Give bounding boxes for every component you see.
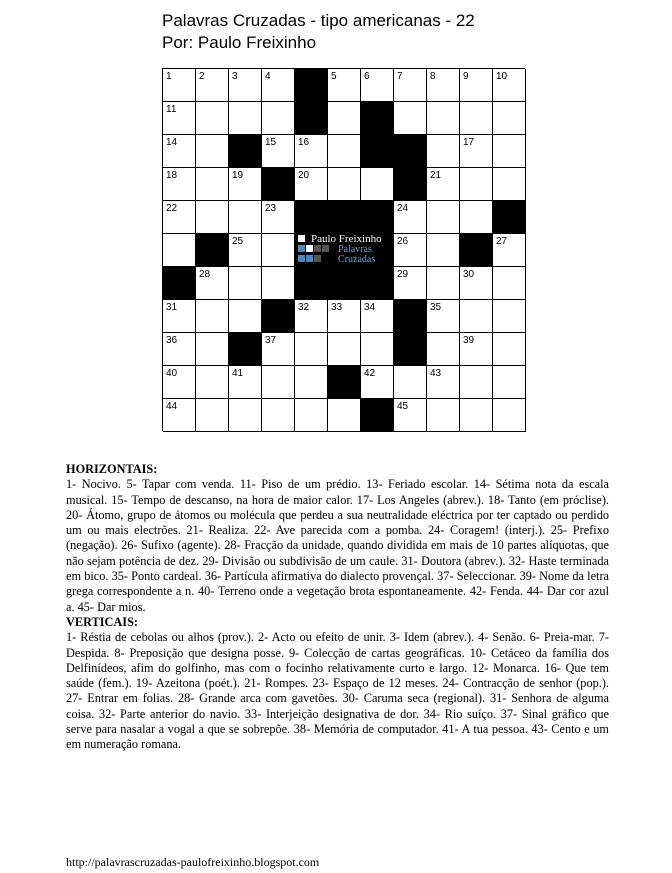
clue-number: 20 xyxy=(298,170,310,181)
grid-cell[interactable] xyxy=(361,333,394,366)
puzzle-title: Palavras Cruzadas - tipo americanas - 22 xyxy=(162,11,475,30)
grid-cell[interactable] xyxy=(196,102,229,135)
clue-number: 26 xyxy=(397,236,409,247)
grid-cell[interactable] xyxy=(394,399,427,432)
grid-cell[interactable] xyxy=(361,168,394,201)
grid-cell[interactable] xyxy=(229,267,262,300)
horizontal-clues-text: 1- Nocivo. 5- Tapar com venda. 11- Piso de um prédio. 13- Feriado escolar. 14- Sétima nota da escala musical. 15- Tempo de descanso, na hora de maior calor. 17- Los Angeles (abrev.). 18- Tanto (em próclise). 20- Átomo, grupo de átomos ou molécula que perdeu a sua neutralidade eléctrica por ter captado ou perdido um ou mais electrões. 21- Realiza. 22- Ave parecida com a pomba. 24- Coragem! (interj.). 25- Prefixo (negação). 26- Sufixo (agente). 28- Fracção da unidade, quando dividida em mais de 10 partes alíquotas, que não sejam potência de dez. 29- Divisão ou subdivisão de um caule. 31- Doutora (abrev.). 32- Haste terminada em bico. 35- Ponto cardeal. 36- Partícula afirmativa do dialecto provençal. 37- Seleccionar. 39- Nome da letra grega correspondente a n. 40- Terreno onde a vegetação brota espontaneamente. 42- Fenda. 44- Dar cor azul a. 45- Dar mios. xyxy=(66,477,609,614)
grid-cell[interactable] xyxy=(262,333,295,366)
grid-cell[interactable] xyxy=(196,399,229,432)
puzzle-header xyxy=(162,10,475,54)
clue-number: 5 xyxy=(331,71,337,82)
grid-cell[interactable] xyxy=(460,267,493,300)
grid-cell[interactable] xyxy=(493,234,526,267)
clue-number: 4 xyxy=(265,71,271,82)
clue-number: 37 xyxy=(265,335,277,346)
grid-cell[interactable] xyxy=(163,168,196,201)
clue-number: 21 xyxy=(430,170,442,181)
grid-cell[interactable] xyxy=(493,135,526,168)
clue-number: 17 xyxy=(463,137,475,148)
grid-cell[interactable] xyxy=(262,366,295,399)
logo-author-name: Paulo Freixinho xyxy=(311,233,382,245)
grid-cell[interactable] xyxy=(460,366,493,399)
grid-cell[interactable] xyxy=(262,399,295,432)
grid-cell[interactable] xyxy=(394,267,427,300)
clue-number: 18 xyxy=(166,170,178,181)
grid-cell[interactable] xyxy=(163,201,196,234)
clue-number: 16 xyxy=(298,137,310,148)
clue-number: 22 xyxy=(166,203,178,214)
grid-cell[interactable] xyxy=(493,69,526,102)
grid-cell[interactable] xyxy=(295,300,328,333)
grid-block xyxy=(328,366,361,399)
grid-cell[interactable] xyxy=(262,102,295,135)
grid-cell[interactable] xyxy=(460,333,493,366)
clue-number: 15 xyxy=(265,137,277,148)
grid-cell[interactable] xyxy=(493,300,526,333)
grid-cell[interactable] xyxy=(295,399,328,432)
clue-number: 43 xyxy=(430,368,442,379)
clue-number: 11 xyxy=(166,104,177,115)
clue-number: 7 xyxy=(397,71,403,82)
logo-line-cruzadas: Cruzadas xyxy=(338,254,376,265)
author-logo xyxy=(294,233,391,266)
grid-cell[interactable] xyxy=(262,267,295,300)
grid-cell[interactable] xyxy=(295,366,328,399)
grid-block xyxy=(328,267,361,300)
grid-block xyxy=(262,300,295,333)
grid-cell[interactable] xyxy=(427,102,460,135)
clue-number: 23 xyxy=(265,203,277,214)
grid-cell[interactable] xyxy=(328,399,361,432)
grid-cell[interactable] xyxy=(328,300,361,333)
clue-number: 33 xyxy=(331,302,343,313)
grid-cell[interactable] xyxy=(295,135,328,168)
grid-cell[interactable] xyxy=(460,135,493,168)
grid-cell[interactable] xyxy=(229,69,262,102)
grid-cell[interactable] xyxy=(427,366,460,399)
grid-cell[interactable] xyxy=(427,399,460,432)
grid-cell[interactable] xyxy=(295,168,328,201)
grid-cell[interactable] xyxy=(163,300,196,333)
clue-number: 9 xyxy=(463,71,469,82)
grid-cell[interactable] xyxy=(196,267,229,300)
grid-block xyxy=(361,399,394,432)
grid-cell[interactable] xyxy=(328,69,361,102)
horizontal-clues-heading: HORIZONTAIS: xyxy=(66,462,158,476)
grid-cell[interactable] xyxy=(262,201,295,234)
grid-cell[interactable] xyxy=(427,135,460,168)
grid-cell[interactable] xyxy=(163,234,196,267)
grid-cell[interactable] xyxy=(328,135,361,168)
grid-block xyxy=(361,135,394,168)
grid-block xyxy=(328,201,361,234)
grid-block xyxy=(361,267,394,300)
puzzle-author: Por: Paulo Freixinho xyxy=(162,33,317,52)
vertical-clues-text: 1- Réstia de cebolas ou alhos (prov.). 2- Acto ou efeito de unir. 3- Idem (abrev.). 4- Senão. 6- Preia-mar. 7- Despida. 8- Preposição que designa posse. 9- Colecção de cartas geográficas. 10- Cetáceo da família dos Delfinídeos, afim do golfinho, mas com o focinho relativamente curto e largo. 12- Monarca. 16- Que tem saúde (fem.). 19- Azeitona (poét.). 21- Rompes. 23- Espaço de 12 meses. 24- Contracção de senhor (pop.). 27- Entrar em folias. 28- Grande arca com gavetões. 30- Caruma seca (regional). 31- Senhora de alguma coisa. 32- Parte anterior do navio. 33- Interjeição designativa de dor. 34- Rio suíço. 37- Sinal gráfico que serve para nasalar a vogal a que se sobrepõe. 38- Memória de computador. 41- A tua pessoa. 43- Cento e um em numeração romana. xyxy=(66,630,609,752)
grid-cell[interactable] xyxy=(163,102,196,135)
footer-url: http://palavrascruzadas-paulofreixinho.blogspot.com xyxy=(66,855,320,869)
grid-cell[interactable] xyxy=(460,399,493,432)
grid-cell[interactable] xyxy=(394,234,427,267)
clue-number: 14 xyxy=(166,137,178,148)
clue-number: 44 xyxy=(166,401,178,412)
grid-block xyxy=(394,333,427,366)
clue-number: 28 xyxy=(199,269,211,280)
grid-cell[interactable] xyxy=(262,135,295,168)
grid-block xyxy=(361,201,394,234)
grid-cell[interactable] xyxy=(196,69,229,102)
grid-cell[interactable] xyxy=(493,267,526,300)
grid-block xyxy=(229,135,262,168)
grid-cell[interactable] xyxy=(493,168,526,201)
clue-number: 36 xyxy=(166,335,178,346)
grid-cell[interactable] xyxy=(394,201,427,234)
grid-cell[interactable] xyxy=(328,168,361,201)
grid-cell[interactable] xyxy=(493,102,526,135)
grid-cell[interactable] xyxy=(427,69,460,102)
clue-number: 27 xyxy=(496,236,508,247)
grid-block xyxy=(460,234,493,267)
clue-number: 32 xyxy=(298,302,310,313)
clue-number: 6 xyxy=(364,71,370,82)
grid-block xyxy=(394,168,427,201)
grid-cell[interactable] xyxy=(229,300,262,333)
clue-number: 10 xyxy=(496,71,508,82)
grid-cell[interactable] xyxy=(427,333,460,366)
grid-cell[interactable] xyxy=(493,399,526,432)
grid-cell[interactable] xyxy=(163,69,196,102)
clue-number: 25 xyxy=(232,236,244,247)
logo-square xyxy=(314,255,321,262)
grid-cell[interactable] xyxy=(262,234,295,267)
grid-block xyxy=(295,69,328,102)
clue-number: 30 xyxy=(463,269,475,280)
grid-cell[interactable] xyxy=(394,102,427,135)
logo-square xyxy=(322,245,329,252)
clue-number: 41 xyxy=(232,368,244,379)
grid-cell[interactable] xyxy=(328,102,361,135)
clue-number: 24 xyxy=(397,203,409,214)
grid-block xyxy=(163,267,196,300)
grid-block xyxy=(493,201,526,234)
grid-block xyxy=(361,102,394,135)
grid-cell[interactable] xyxy=(427,168,460,201)
grid-cell[interactable] xyxy=(427,234,460,267)
grid-cell[interactable] xyxy=(460,168,493,201)
grid-block xyxy=(295,267,328,300)
grid-block xyxy=(394,300,427,333)
grid-cell[interactable] xyxy=(295,333,328,366)
grid-cell[interactable] xyxy=(163,333,196,366)
grid-block xyxy=(229,333,262,366)
grid-cell[interactable] xyxy=(163,135,196,168)
grid-block xyxy=(394,135,427,168)
grid-cell[interactable] xyxy=(460,102,493,135)
grid-cell[interactable] xyxy=(460,300,493,333)
grid-cell[interactable] xyxy=(163,366,196,399)
grid-cell[interactable] xyxy=(229,399,262,432)
grid-cell[interactable] xyxy=(427,300,460,333)
clue-number: 31 xyxy=(166,302,178,313)
clue-number: 42 xyxy=(364,368,376,379)
clue-number: 35 xyxy=(430,302,442,313)
grid-cell[interactable] xyxy=(163,399,196,432)
grid-cell[interactable] xyxy=(493,366,526,399)
grid-cell[interactable] xyxy=(229,366,262,399)
grid-cell[interactable] xyxy=(328,333,361,366)
grid-cell[interactable] xyxy=(262,69,295,102)
grid-cell[interactable] xyxy=(460,69,493,102)
clue-number: 45 xyxy=(397,401,409,412)
grid-cell[interactable] xyxy=(394,366,427,399)
grid-cell[interactable] xyxy=(460,201,493,234)
grid-cell[interactable] xyxy=(361,366,394,399)
clue-number: 3 xyxy=(232,71,238,82)
grid-cell[interactable] xyxy=(196,201,229,234)
grid-cell[interactable] xyxy=(196,135,229,168)
clue-number: 39 xyxy=(463,335,475,346)
grid-cell[interactable] xyxy=(493,333,526,366)
logo-square xyxy=(306,255,313,262)
vertical-clues-heading: VERTICAIS: xyxy=(66,614,138,629)
clue-number: 8 xyxy=(430,71,436,82)
clue-number: 2 xyxy=(199,71,205,82)
grid-block xyxy=(295,102,328,135)
clues-section xyxy=(66,462,609,753)
clue-number: 19 xyxy=(232,170,244,181)
grid-cell[interactable] xyxy=(427,267,460,300)
grid-cell[interactable] xyxy=(196,333,229,366)
grid-block xyxy=(262,168,295,201)
logo-square xyxy=(298,245,305,252)
logo-square xyxy=(314,245,321,252)
grid-cell[interactable] xyxy=(229,201,262,234)
clue-number: 1 xyxy=(166,71,172,82)
grid-cell[interactable] xyxy=(427,201,460,234)
grid-cell[interactable] xyxy=(196,300,229,333)
grid-cell[interactable] xyxy=(361,300,394,333)
clue-number: 34 xyxy=(364,302,376,313)
logo-square xyxy=(298,235,305,242)
grid-block xyxy=(295,201,328,234)
grid-cell[interactable] xyxy=(229,234,262,267)
grid-cell[interactable] xyxy=(196,366,229,399)
grid-cell[interactable] xyxy=(361,69,394,102)
logo-square xyxy=(298,255,305,262)
clue-number: 40 xyxy=(166,368,178,379)
grid-cell[interactable] xyxy=(394,69,427,102)
grid-cell[interactable] xyxy=(229,102,262,135)
clue-number: 29 xyxy=(397,269,409,280)
logo-line-palavras: Palavras xyxy=(338,244,372,255)
grid-block xyxy=(196,234,229,267)
grid-cell[interactable] xyxy=(229,168,262,201)
logo-square xyxy=(306,245,313,252)
grid-cell[interactable] xyxy=(196,168,229,201)
